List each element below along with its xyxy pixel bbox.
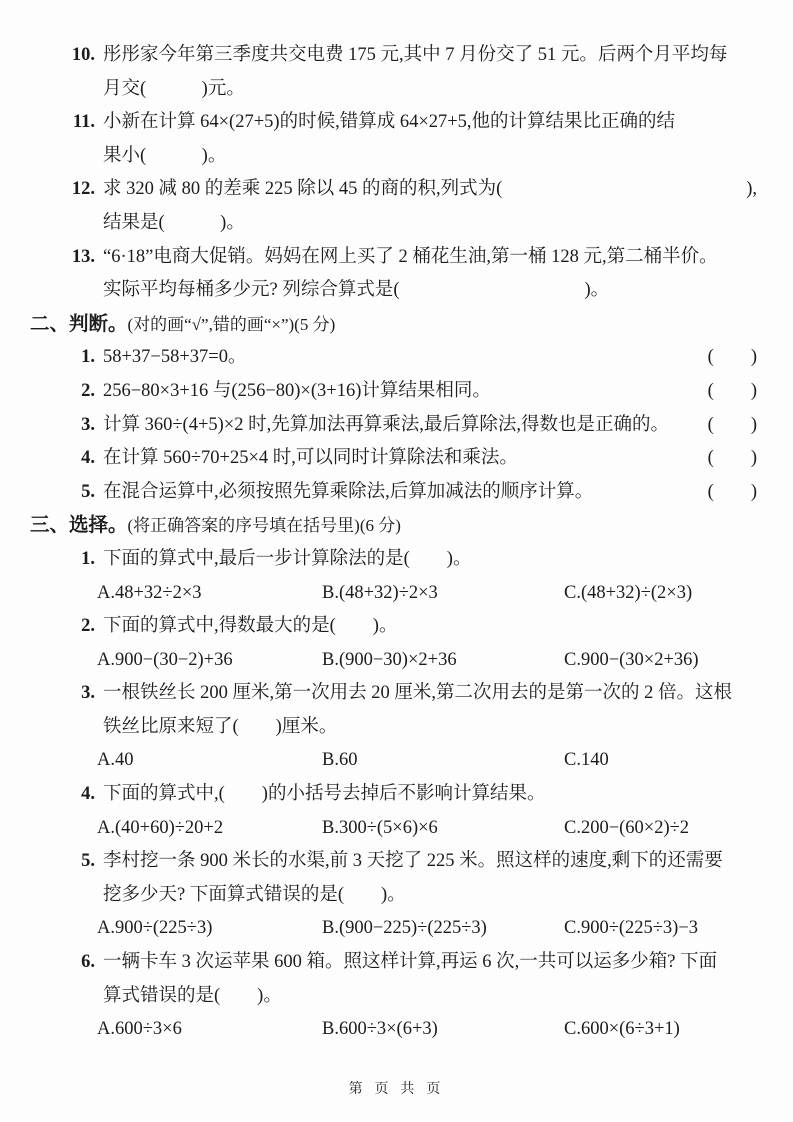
fill-question-12 — [0, 173, 793, 240]
option-c: C.600×(6÷3+1) — [564, 1019, 680, 1040]
question-number: 4. — [81, 448, 95, 469]
section-title-note: (将正确答案的序号填在括号里)(6 分) — [127, 516, 401, 536]
choice-item-5 — [0, 845, 793, 946]
question-number: 11. — [72, 112, 95, 133]
question-number: 1. — [81, 548, 95, 569]
answer-bracket: ( ) — [707, 448, 757, 469]
question-text-continued: 铁丝比原来短了( )厘米。 — [103, 716, 338, 737]
question-number: 3. — [81, 414, 95, 435]
option-c: C.900−(30×2+36) — [564, 649, 699, 670]
option-a: A.900−(30−2)+36 — [97, 649, 233, 670]
question-text-continued: 实际平均每桶多少元? 列综合算式是( )。 — [103, 280, 610, 301]
option-b: B.60 — [322, 750, 358, 771]
fill-in-section — [0, 39, 793, 308]
option-a: A.40 — [97, 750, 134, 771]
option-b: B.300÷(5×6)×6 — [322, 817, 438, 838]
section-title-label: 三、选择。 — [30, 515, 128, 537]
question-text: 下面的算式中,最后一步计算除法的是( )。 — [103, 548, 472, 569]
question-text: 求 320 减 80 的差乘 225 除以 45 的商的积,列式为( — [103, 179, 503, 200]
question-text: 下面的算式中,( )的小括号去掉后不影响计算结果。 — [103, 784, 546, 805]
question-number: 4. — [81, 784, 95, 805]
judgment-text: 在计算 560÷70+25×4 时,可以同时计算除法和乘法。 — [103, 448, 518, 469]
option-b: B.(900−30)×2+36 — [322, 649, 457, 670]
choice-item-1 — [0, 543, 793, 610]
judgment-section — [0, 308, 793, 510]
fill-question-13 — [0, 241, 793, 308]
judgment-item-3 — [0, 409, 793, 443]
section-title-label: 二、判断。 — [30, 313, 128, 335]
choice-item-4 — [0, 778, 793, 845]
judgment-text: 58+37−58+37=0。 — [103, 347, 247, 368]
question-text: 一辆卡车 3 次运苹果 600 箱。照这样计算,再运 6 次,一共可以运多少箱? 下面 — [103, 952, 718, 973]
question-text: 下面的算式中,得数最大的是( )。 — [103, 616, 398, 637]
judgment-item-5 — [0, 476, 793, 510]
options-row — [0, 744, 793, 778]
options-row — [0, 577, 793, 611]
answer-bracket-close: ), — [746, 179, 757, 200]
question-number: 3. — [81, 683, 95, 704]
section-title-note: (对的画“√”,错的画“×”)(5 分) — [127, 314, 336, 334]
question-text-continued: 挖多少天? 下面算式错误的是( )。 — [103, 884, 406, 905]
options-row — [0, 644, 793, 678]
option-b: B.(48+32)÷2×3 — [322, 582, 438, 603]
options-row — [0, 812, 793, 846]
choice-section — [0, 509, 793, 1047]
question-number: 2. — [81, 380, 95, 401]
question-number: 2. — [81, 616, 95, 637]
question-number: 6. — [81, 952, 95, 973]
question-text-continued: 结果是( )。 — [103, 212, 245, 233]
answer-bracket: ( ) — [707, 414, 757, 435]
answer-bracket: ( ) — [707, 347, 757, 368]
question-text-continued: 算式错误的是( )。 — [103, 985, 282, 1006]
choice-section-title — [0, 509, 793, 543]
judgment-text: 256−80×3+16 与(256−80)×(3+16)计算结果相同。 — [103, 380, 491, 401]
judgment-section-title — [0, 308, 793, 342]
judgment-text: 在混合运算中,必须按照先算乘除法,后算加减法的顺序计算。 — [103, 481, 594, 502]
choice-item-2 — [0, 610, 793, 677]
options-row — [0, 1013, 793, 1047]
judgment-item-4 — [0, 442, 793, 476]
option-a: A.900÷(225÷3) — [97, 918, 213, 939]
page-footer-label: 第 页 共 页 — [348, 1079, 445, 1096]
question-number: 12. — [71, 179, 95, 200]
question-number: 5. — [81, 851, 95, 872]
judgment-item-1 — [0, 341, 793, 375]
fill-question-11 — [0, 106, 793, 173]
option-c: C.(48+32)÷(2×3) — [564, 582, 693, 603]
question-text-continued: 月交( )元。 — [103, 78, 245, 99]
question-number: 1. — [81, 347, 95, 368]
question-number: 10. — [71, 45, 95, 65]
question-number: 5. — [81, 481, 95, 502]
option-a: A.(40+60)÷20+2 — [97, 817, 224, 838]
question-text: 李村挖一条 900 米长的水渠,前 3 天挖了 225 米。照这样的速度,剩下的还需要 — [103, 851, 723, 872]
choice-item-6 — [0, 946, 793, 1047]
option-c: C.200−(60×2)÷2 — [564, 817, 690, 838]
option-a: A.48+32÷2×3 — [97, 582, 202, 603]
option-b: B.600÷3×(6+3) — [322, 1019, 438, 1040]
options-row — [0, 912, 793, 946]
judgment-item-2 — [0, 375, 793, 409]
question-text: 一根铁丝长 200 厘米,第一次用去 20 厘米,第二次用去的是第一次的 2 倍。这根 — [103, 683, 733, 704]
question-text: “6·18”电商大促销。妈妈在网上买了 2 桶花生油,第一桶 128 元,第二桶半价。 — [103, 246, 718, 267]
question-text: 彤彤家今年第三季度共交电费 175 元,其中 7 月份交了 51 元。后两个月平均每 — [103, 45, 728, 65]
answer-bracket: ( ) — [707, 481, 757, 502]
option-a: A.600÷3×6 — [97, 1019, 182, 1040]
question-text: 小新在计算 64×(27+5)的时候,错算成 64×27+5,他的计算结果比正确的结 — [103, 112, 676, 133]
option-c: C.140 — [564, 750, 609, 771]
choice-item-3 — [0, 677, 793, 778]
question-number: 13. — [71, 246, 95, 267]
fill-question-10 — [0, 39, 793, 106]
question-text-continued: 果小( )。 — [103, 145, 227, 166]
option-c: C.900÷(225÷3)−3 — [564, 918, 699, 939]
judgment-text: 计算 360÷(4+5)×2 时,先算加法再算乘法,最后算除法,得数也是正确的。 — [103, 414, 669, 435]
answer-bracket: ( ) — [707, 380, 757, 401]
option-b: B.(900−225)÷(225÷3) — [322, 918, 487, 939]
